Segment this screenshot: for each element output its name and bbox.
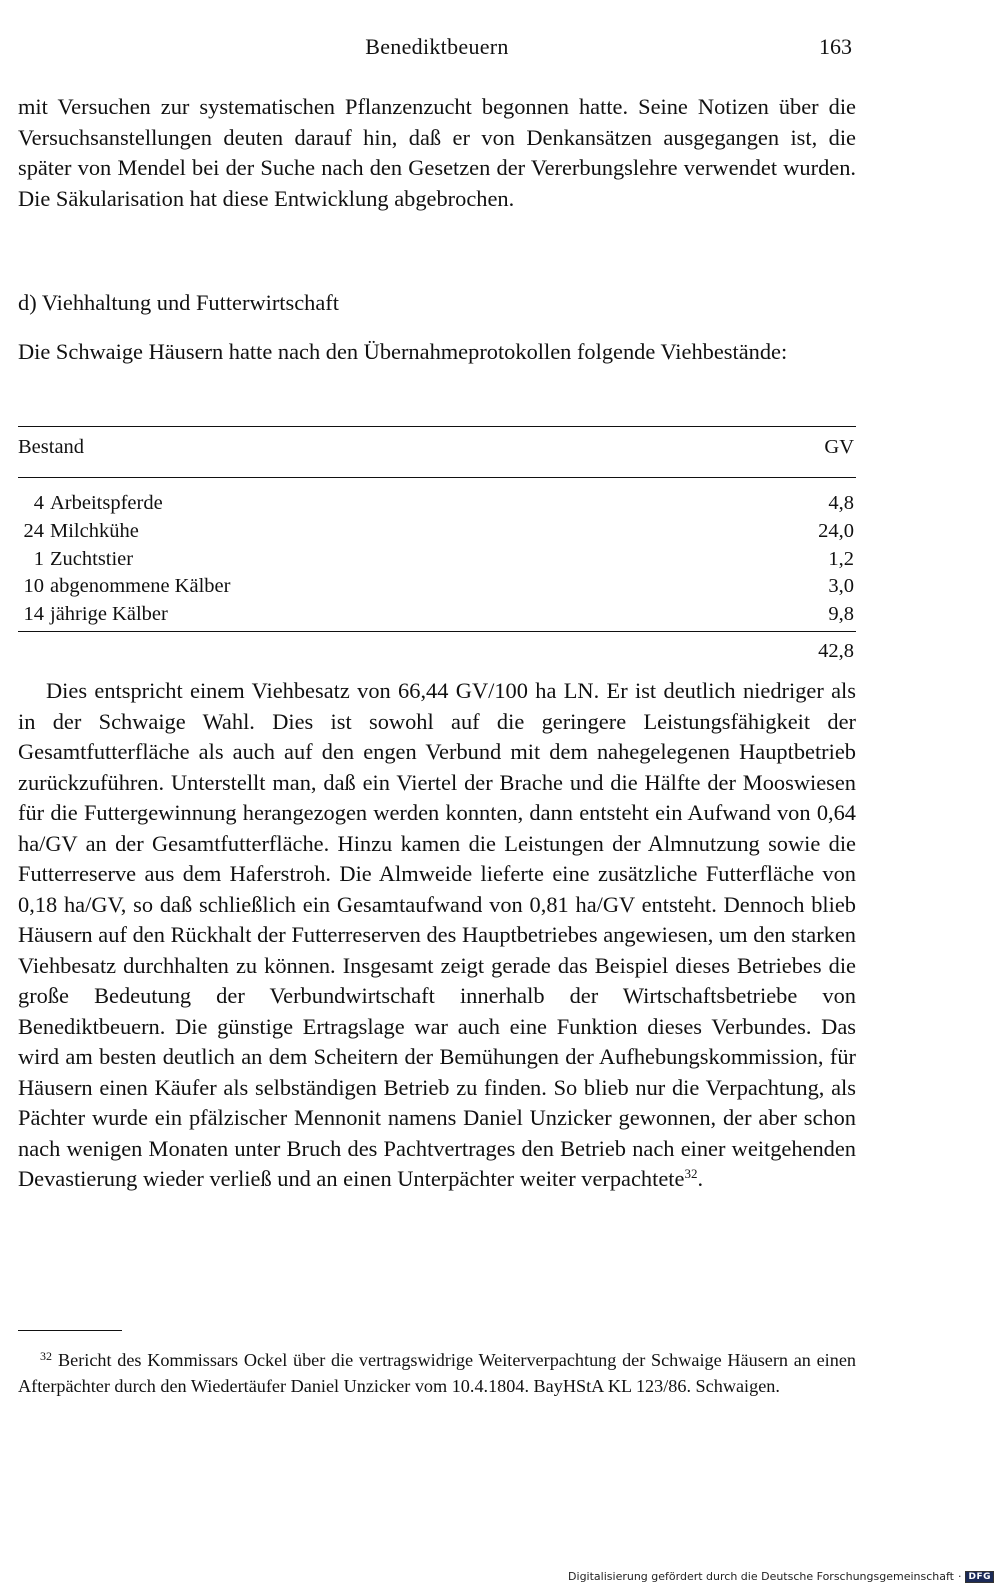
book-page [18, 0, 856, 1591]
footnote [18, 1343, 856, 1399]
running-title: Benediktbeuern [365, 34, 509, 59]
table-sum-rule [18, 631, 856, 632]
dfg-logo: DFG [965, 1571, 994, 1583]
footnote-number: 32 [40, 1349, 52, 1363]
table-row [18, 601, 856, 629]
table-top-rule [18, 426, 856, 427]
row-label: Arbeitspferde [50, 492, 163, 514]
table-header-bestand: Bestand [18, 436, 85, 458]
table-row [18, 573, 856, 601]
row-count: 10 [23, 575, 44, 598]
footnote-reference[interactable]: 32 [684, 1166, 698, 1181]
digitization-credit: Digitalisierung gefördert durch die Deutsche Forschungsgemeinschaft · DFG [568, 1570, 994, 1583]
credit-text: Digitalisierung gefördert durch die Deutsche Forschungsgemeinschaft [568, 1570, 954, 1583]
paragraph-intro: Die Schwaige Häusern hatte nach den Übernahmeprotokollen folgende Viehbestände: [18, 339, 788, 364]
footnote-rule [18, 1330, 122, 1331]
row-count: 14 [23, 603, 44, 626]
row-gv: 24,0 [818, 519, 854, 542]
row-count: 4 [33, 492, 44, 514]
section-heading: d) Viehhaltung und Futterwirtschaft [18, 290, 339, 315]
table-total: 42,8 [818, 640, 854, 662]
table-header-rule [18, 477, 856, 478]
row-gv: 9,8 [828, 603, 854, 626]
row-gv: 1,2 [828, 547, 854, 570]
table-row [18, 518, 856, 546]
footnote-text: Bericht des Kommissars Ockel über die vertragswidrige Weiterverpachtung der Schwaige Häusern an einen Afterpächter durch den Wiedertäufer Daniel Unzicker vom 10.4.1804. BayHStA KL 123/86. Schwaigen. [18, 1350, 856, 1396]
running-header [18, 34, 856, 64]
row-label: abgenommene Kälber [50, 575, 231, 598]
paragraph-continued: mit Versuchen zur systematischen Pflanzenzucht begonnen hatte. Seine Notizen über die Versuchsanstellungen deuten darauf hin, daß er von Denkansätzen ausgegangen ist, die später von Mendel bei der Suche nach den Gesetzen der Vererbungslehre verwendet wurden. Die Säkularisation hat diese Entwicklung abgebrochen. [18, 94, 856, 211]
row-count: 24 [23, 519, 44, 542]
table-body [18, 490, 856, 629]
row-count: 1 [33, 547, 44, 570]
row-gv: 3,0 [828, 575, 854, 598]
table-row [18, 546, 856, 574]
table-row [18, 490, 856, 518]
page-number: 163 [819, 34, 852, 59]
row-gv: 4,8 [828, 492, 854, 514]
table-header-gv: GV [824, 436, 854, 458]
paragraph-main: Dies entspricht einem Viehbesatz von 66,44 GV/100 ha LN. Er ist deutlich niedriger als in der Schwaige Wahl. Dies ist sowohl auf die geringere Leistungsfähigkeit der Gesamtfutterfläche als auch auf den engen Verbund mit dem nahegelegenen Hauptbetrieb zurückzuführen. Unterstellt man, daß ein Viertel der Brache und die Hälfte der Mooswiesen für die Futtergewinnung herangezogen werden konnten, dann entsteht ein Aufwand von 0,64 ha/GV an der Gesamtfutterfläche. Hinzu kamen die Leistungen der Almnutzung sowie die Futterreserve aus dem Haferstroh. Die Almweide lieferte eine zusätzliche Futterfläche von 0,18 ha/GV, so daß schließlich ein Gesamtaufwand von 0,81 ha/GV entsteht. Dennoch blieb Häusern auf den Rückhalt der Futterreserven des Hauptbetriebes angewiesen, um den starken Viehbesatz durchhalten zu können. Insgesamt zeigt gerade das Beispiel dieses Betriebes die große Bedeutung der Verbundwirtschaft innerhalb der Wirtschaftsbetriebe von Benediktbeuern. Die günstige Ertragslage war auch eine Funktion dieses Verbundes. Das wird am besten deutlich an dem Scheitern der Bemühungen der Aufhebungskommission, für Häusern einen Käufer als selbständigen Betrieb zu finden. So blieb nur die Verpachtung, als Pächter wurde ein pfälzischer Mennonit namens Daniel Unzicker gewonnen, der aber schon nach wenigen Monaten unter Bruch des Pachtvertrages den Betrieb nach einer weitgehenden Devastierung wieder verließ und an einen Unterpächter weiter verpachtete$^{32}$. [18, 678, 856, 1191]
row-label: Milchkühe [50, 519, 139, 542]
row-label: jährige Kälber [50, 603, 168, 626]
paragraph-main-text: Dies entspricht einem Viehbesatz von 66,44 GV/100 ha LN. Er ist deutlich niedriger als in der Schwaige Wahl. Dies ist sowohl auf die geringere Leistungsfähigkeit der Gesamtfutterfläche als auch auf den engen Verbund mit dem nahegelegenen Hauptbetrieb zurückzuführen. Unterstellt man, daß ein Viertel der Brache und die Hälfte der Mooswiesen für die Futtergewinnung herangezogen werden konnten, dann entsteht ein Aufwand von 0,64 ha/GV an der Gesamtfutterfläche. Hinzu kamen die Leistungen der Almnutzung sowie die Futterreserve aus dem Haferstroh. Die Almweide lieferte eine zusätzliche Futterfläche von 0,18 ha/GV, so daß schließlich ein Gesamtaufwand von 0,81 ha/GV entsteht. Dennoch blieb Häusern auf den Rückhalt der Futterreserven des Hauptbetriebes angewiesen, um den starken Viehbesatz durchhalten zu können. Insgesamt zeigt gerade das Beispiel dieses Betriebes die große Bedeutung der Verbundwirtschaft innerhalb der Wirtschaftsbetriebe von Benediktbeuern. Die günstige Ertragslage war auch eine Funktion dieses Verbundes. Das wird am besten deutlich an dem Scheitern der Bemühungen der Aufhebungskommission, für Häusern einen Käufer als selbständigen Betrieb zu finden. So blieb nur die Verpachtung, als Pächter wurde ein pfälzischer Mennonit namens Daniel Unzicker gewonnen, der aber schon nach wenigen Monaten unter Bruch des Pachtvertrages den Betrieb nach einer weitgehenden Devastierung wieder verließ und an einen Unterpächter weiter verpachtete [18, 678, 856, 1191]
row-label: Zuchtstier [50, 547, 134, 570]
